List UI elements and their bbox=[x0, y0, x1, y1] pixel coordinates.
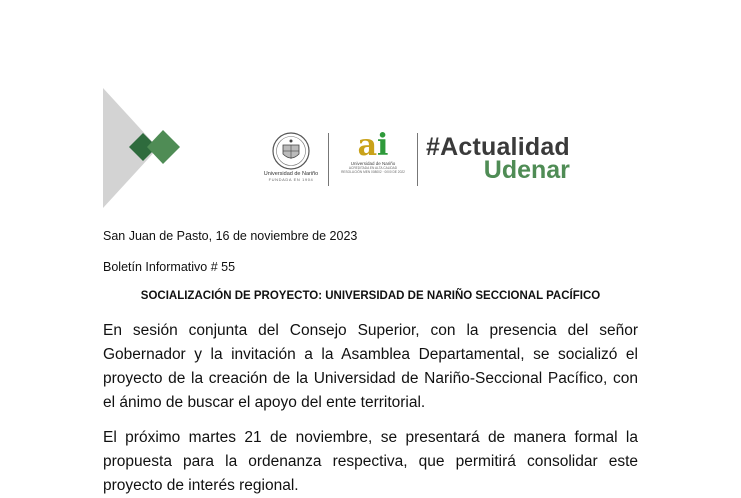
logo-divider bbox=[417, 133, 418, 186]
light-green-diamond bbox=[147, 130, 180, 164]
hashtag-line-2: Udenar bbox=[483, 156, 570, 184]
document-title: SOCIALIZACIÓN DE PROYECTO: UNIVERSIDAD DE NARIÑO SECCIONAL PACÍFICO bbox=[140, 290, 601, 302]
ai-mark-i: i bbox=[377, 128, 389, 163]
hashtag-line-1: #Actualidad bbox=[426, 133, 570, 161]
seal-university-name: Universidad de Nariño bbox=[263, 171, 319, 177]
ai-resolution-text: RESOLUCIÓN MEN 008002 · 0/0/0 DE 2022 bbox=[341, 170, 405, 174]
place-date: San Juan de Pasto, 16 de noviembre de 2023 bbox=[103, 229, 358, 243]
seal-founded-text: FUNDADA EN 1904 bbox=[268, 177, 314, 182]
header-logos bbox=[258, 128, 618, 189]
seal-icon bbox=[271, 131, 311, 171]
ai-accreditation-text: ACREDITADA EN ALTA CALIDAD bbox=[348, 166, 398, 170]
actualidad-udenar-logo bbox=[426, 133, 570, 184]
decorative-diamonds-graphic bbox=[103, 88, 193, 208]
logo-divider bbox=[328, 133, 329, 186]
ai-mark-a: a bbox=[357, 128, 378, 163]
udenar-seal-logo bbox=[258, 131, 324, 189]
bulletin-number: Boletín Informativo # 55 bbox=[103, 260, 236, 274]
paragraph-2: El próximo martes 21 de noviembre, se presentará de manera formal la propuesta para la ordenanza respectiva, que permitirá consolidar este proyecto de interés regional. bbox=[103, 429, 638, 494]
ai-university-name: Universidad de Nariño bbox=[350, 161, 396, 166]
acreditacion-logo bbox=[340, 128, 406, 189]
ai-mark bbox=[340, 128, 406, 163]
paragraph-1: En sesión conjunta del Consejo Superior, con la presencia del señor Gobernador y la invitación a la Asamblea Departamental, se socializó el proyecto de la creación de la Universidad de Nariño-Seccional Pacífico, con el ánimo de buscar el apoyo del ente territorial. bbox=[103, 322, 638, 411]
